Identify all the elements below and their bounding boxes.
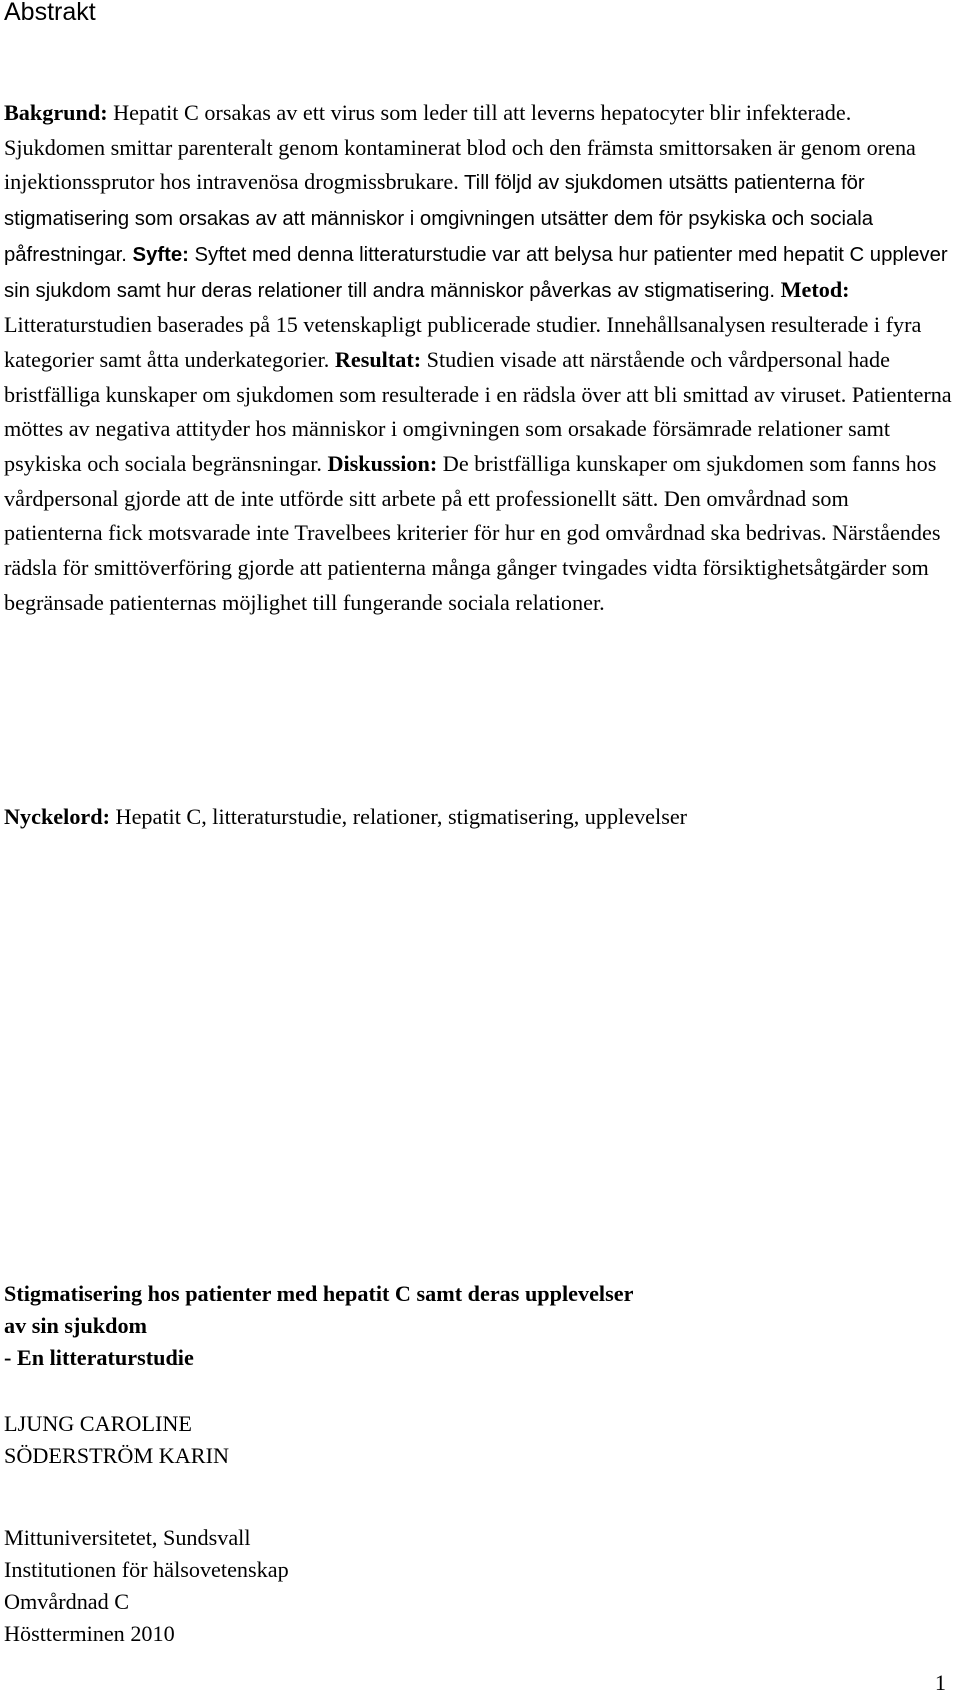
background-text-continued: Till följd av sjukdomen utsätts patienterna för stigmatisering som orsakas av att människor i omgivningen utsätter dem för psykiska och sociala påfrestningar. — [4, 172, 874, 266]
discussion-text: De bristfälliga kunskaper om sjukdomen som fanns hos vårdpersonal gjorde att de inte utförde sitt arbete på ett professionellt sätt. Den omvårdnad som patienterna fick motsvarade inte Travelbees kriterier för hur en god omvårdnad ska bedrivas. Närståendes rädsla för smittöverföring gjorde att patienterna många gånger tvingades vidta försiktighetsåtgärder som begränsade patienternas möjlighet till fungerande sociala relationer. — [4, 451, 941, 615]
author-1: LJUNG CAROLINE — [4, 1411, 192, 1436]
thesis-title-line-1: Stigmatisering hos patienter med hepatit C samt deras upplevelser — [4, 1281, 634, 1306]
page-number: 1 — [934, 1670, 946, 1695]
background-text: Hepatit C orsakas av ett virus som leder till att leverns hepatocyter blir infekterade. Sjukdomen smittar parenteralt genom kontaminerat blod och den främsta smittorsaken är genom orena injektionssprutor hos intravenösa drogmissbrukare. — [4, 100, 916, 195]
institution: Institutionen för hälsovetenskap — [4, 1557, 289, 1582]
term: Höstterminen 2010 — [4, 1621, 175, 1646]
aim-label: Syfte: — [126, 243, 189, 266]
author-2: SÖDERSTRÖM KARIN — [4, 1443, 229, 1468]
abstract-heading: Abstrakt — [4, 0, 96, 26]
thesis-subtitle: - En litteraturstudie — [4, 1345, 194, 1370]
discussion-label: Diskussion: — [321, 451, 438, 477]
thesis-title-line-2: av sin sjukdom — [4, 1313, 148, 1338]
authors — [4, 1408, 229, 1472]
aim-text: Syftet med denna litteraturstudie var att belysa hur patienter med hepatit C upplever sin sjukdom samt hur deras relationer till andra människor påverkas av stigmatisering. — [4, 243, 948, 302]
abstract-paragraph — [4, 96, 952, 621]
keywords-line — [4, 800, 687, 834]
keywords-label: Nyckelord: — [4, 804, 110, 829]
affiliation — [4, 1522, 289, 1650]
method-text: Litteraturstudien baserades på 15 vetenskapligt publicerade studier. Innehållsanalysen resulterade i fyra kategorier samt åtta underkategorier. — [4, 312, 922, 372]
course: Omvårdnad C — [4, 1589, 130, 1614]
results-label: Resultat: — [329, 346, 422, 372]
university: Mittuniversitetet, Sundsvall — [4, 1525, 251, 1550]
thesis-title — [4, 1278, 633, 1374]
results-text: Studien visade att närstående och vårdpersonal hade bristfälliga kunskaper om sjukdomen som resulterade i en rädsla över att bli smittad av viruset. Patienterna möttes av negativa attityder hos människor i omgivningen som orsakade försämrade relationer samt psykiska och sociala begränsningar. — [4, 346, 952, 477]
method-label: Metod: — [775, 276, 850, 302]
background-label: Bakgrund: — [4, 100, 108, 125]
keywords-text: Hepatit C, litteraturstudie, relationer, stigmatisering, upplevelser — [110, 804, 688, 829]
